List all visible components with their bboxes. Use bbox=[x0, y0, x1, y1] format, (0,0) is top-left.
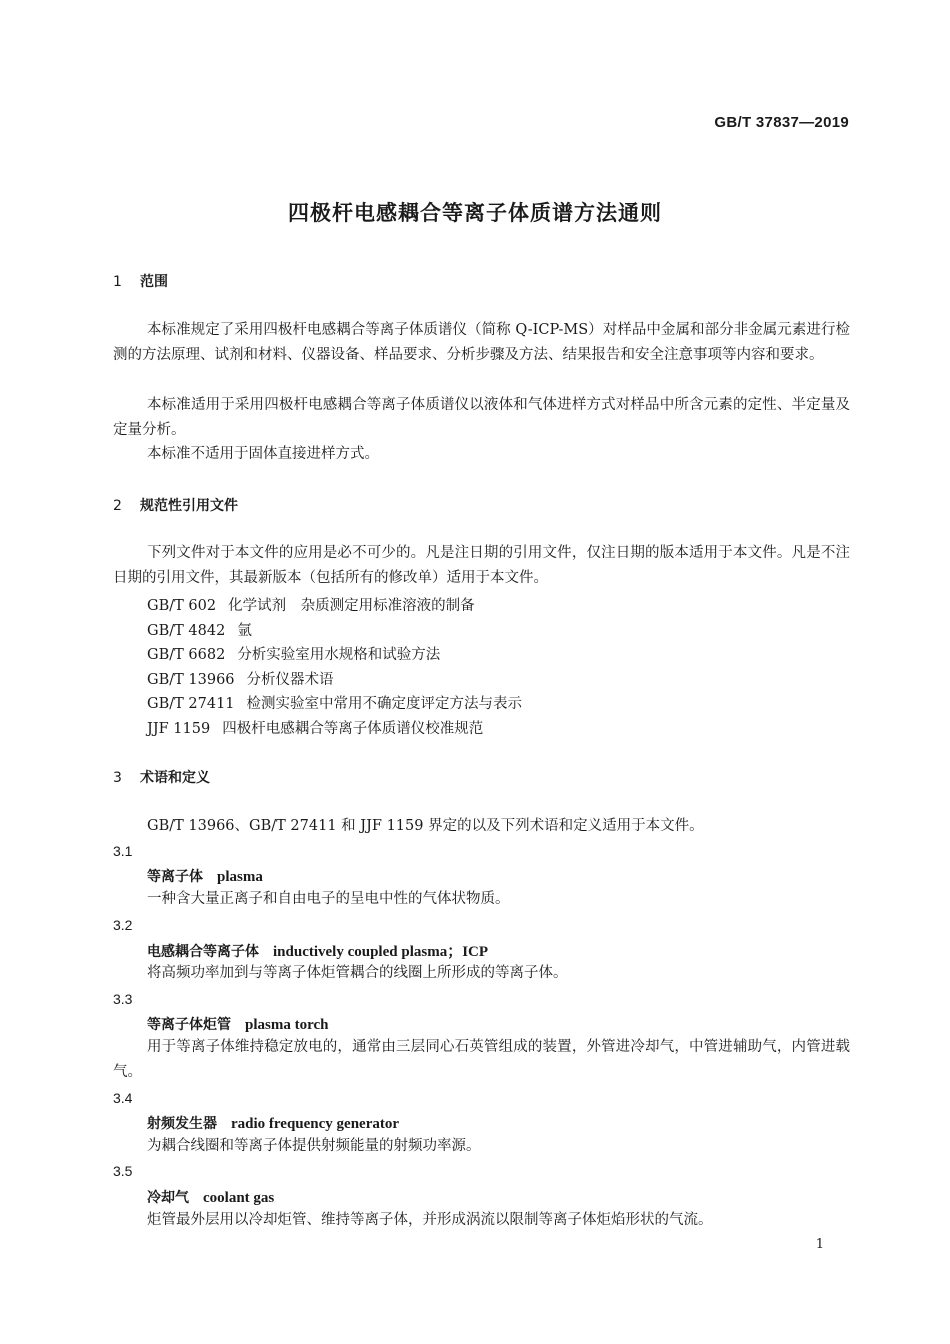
term-zh: 冷却气 bbox=[147, 1190, 189, 1206]
section-title: 术语和定义 bbox=[140, 770, 210, 786]
section-3-heading bbox=[113, 767, 210, 787]
section-2-heading bbox=[113, 495, 238, 515]
section-number: 2 bbox=[113, 498, 122, 514]
reference-item bbox=[147, 692, 522, 713]
reference-title: 分析实验室用水规格和试验方法 bbox=[237, 647, 441, 663]
reference-title: 分析仪器术语 bbox=[246, 672, 334, 688]
reference-item bbox=[147, 594, 475, 615]
normative-references-intro: 下列文件对于本文件的应用是必不可少的。凡是注日期的引用文件，仅注日期的版本适用于本文件。凡是不注日期的引用文件，其最新版本（包括所有的修改单）适用于本文件。 bbox=[113, 545, 850, 586]
term-number: 3.1 bbox=[113, 843, 133, 859]
reference-code: JJF 1159 bbox=[147, 721, 211, 737]
reference-code: GB/T 6682 bbox=[147, 647, 226, 663]
scope-paragraph-3: 本标准不适用于固体直接进样方式。 bbox=[147, 446, 379, 462]
term-zh: 等离子体 bbox=[147, 869, 203, 885]
scope-paragraph-2: 本标准适用于采用四极杆电感耦合等离子体质谱仪以液体和气体进样方式对样品中所含元素的定性、半定量及定量分析。 bbox=[113, 397, 850, 438]
reference-code: GB/T 4842 bbox=[147, 623, 226, 639]
terms-intro: GB/T 13966、GB/T 27411 和 JJF 1159 界定的以及下列术语和定义适用于本文件。 bbox=[147, 818, 704, 834]
term-heading bbox=[147, 1187, 274, 1207]
term-zh: 射频发生器 bbox=[147, 1116, 217, 1132]
term-number: 3.5 bbox=[113, 1163, 133, 1179]
reference-title: 四极杆电感耦合等离子体质谱仪校准规范 bbox=[222, 721, 484, 737]
section-number: 3 bbox=[113, 770, 122, 786]
reference-title: 氩 bbox=[237, 623, 252, 639]
term-definition: 一种含大量正离子和自由电子的呈电中性的气体状物质。 bbox=[147, 891, 510, 907]
term-number: 3.4 bbox=[113, 1090, 133, 1106]
scope-paragraph-1: 本标准规定了采用四极杆电感耦合等离子体质谱仪（简称 Q-ICP-MS）对样品中金属和部分非金属元素进行检测的方法原理、试剂和材料、仪器设备、样品要求、分析步骤及方法、结果报告和安全注意事项等内容和要求。 bbox=[113, 322, 850, 363]
section-1-heading bbox=[113, 271, 168, 291]
term-heading bbox=[147, 1014, 328, 1034]
term-en: inductively coupled plasma；ICP bbox=[273, 944, 489, 960]
reference-code: GB/T 13966 bbox=[147, 672, 235, 688]
term-en: plasma bbox=[217, 869, 263, 885]
term-heading bbox=[147, 1113, 399, 1133]
term-heading bbox=[147, 940, 488, 961]
term-en: coolant gas bbox=[203, 1190, 275, 1206]
term-definition: 将高频功率加到与等离子体炬管耦合的线圈上所形成的等离子体。 bbox=[147, 965, 568, 981]
term-zh: 电感耦合等离子体 bbox=[147, 944, 259, 960]
term-definition: 炬管最外层用以冷却炬管、维持等离子体，并形成涡流以限制等离子体炬焰形状的气流。 bbox=[147, 1212, 713, 1228]
document-title: 四极杆电感耦合等离子体质谱方法通则 bbox=[288, 201, 662, 225]
reference-item bbox=[147, 619, 252, 640]
reference-item bbox=[147, 668, 334, 689]
reference-title: 检测实验室中常用不确定度评定方法与表示 bbox=[246, 696, 523, 712]
term-heading bbox=[147, 866, 263, 886]
term-en: plasma torch bbox=[245, 1017, 329, 1033]
standard-code: GB/T 37837—2019 bbox=[714, 114, 849, 131]
term-definition: 为耦合线圈和等离子体提供射频能量的射频功率源。 bbox=[147, 1138, 481, 1154]
reference-code: GB/T 602 bbox=[147, 598, 217, 614]
term-zh: 等离子体炬管 bbox=[147, 1017, 231, 1033]
section-title: 规范性引用文件 bbox=[140, 498, 238, 514]
reference-title: 化学试剂 杂质测定用标准溶液的制备 bbox=[228, 598, 475, 614]
term-definition: 用于等离子体维持稳定放电的，通常由三层同心石英管组成的装置，外管进冷却气，中管进辅助气，内管进载气。 bbox=[113, 1039, 850, 1080]
section-title: 范围 bbox=[140, 274, 168, 290]
page-number: 1 bbox=[815, 1237, 824, 1252]
term-number: 3.3 bbox=[113, 991, 133, 1007]
reference-item bbox=[147, 717, 483, 738]
term-en: radio frequency generator bbox=[231, 1116, 400, 1132]
reference-code: GB/T 27411 bbox=[147, 696, 235, 712]
reference-item bbox=[147, 643, 440, 664]
term-number: 3.2 bbox=[113, 917, 133, 933]
section-number: 1 bbox=[113, 274, 122, 290]
